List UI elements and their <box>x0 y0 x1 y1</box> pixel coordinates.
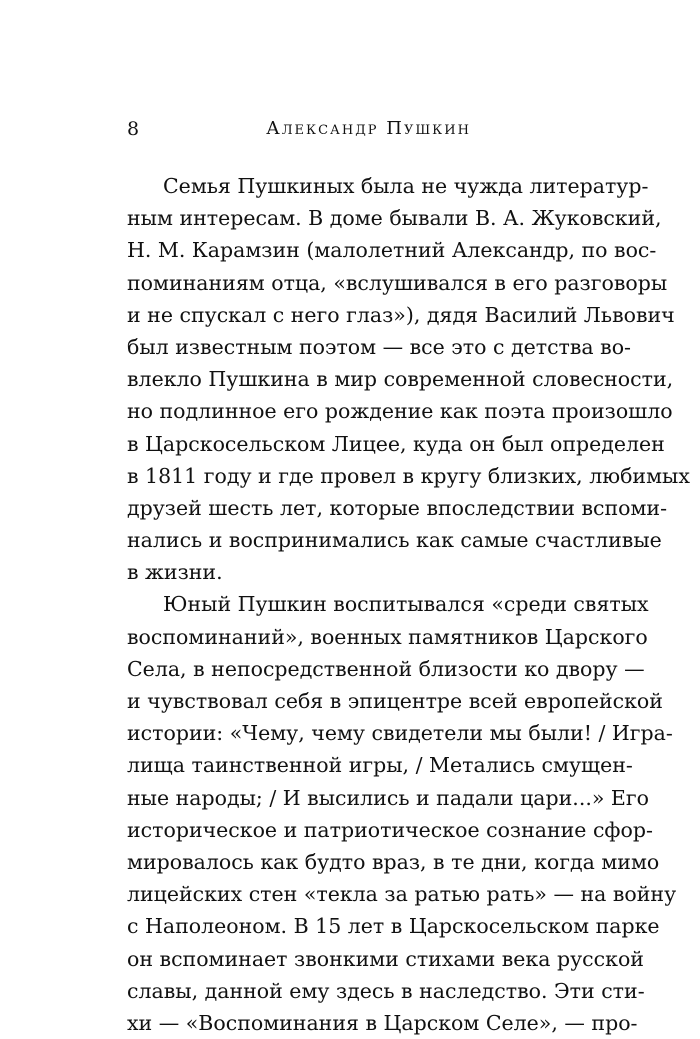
text-line: и чувствовал себя в эпицентре всей европейской <box>127 689 663 713</box>
text-line: ные народы; / И высились и падали цари...» Его <box>127 785 649 810</box>
text-line: нались и воспринимались как самые счастливые <box>127 528 662 553</box>
text-line: влекло Пушкина в мир современной словесности, <box>127 367 674 392</box>
text-line: но подлинное его рождение как поэта произошло <box>127 399 673 424</box>
text-line: лицейских стен «текла за ратью рать» — на войну <box>127 882 677 907</box>
text-line: Н. М. Карамзин (малолетний Александр, по вос- <box>127 238 657 263</box>
text-line: друзей шесть лет, которые впоследствии вспоми- <box>127 495 668 520</box>
text-line: хи — «Воспоминания в Царском Селе», — про- <box>127 1010 638 1035</box>
text-line: в 1811 году и где провел в кругу близких, любимых <box>127 463 690 488</box>
text-line: истории: «Чему, чему свидетели мы были! / Игра- <box>127 721 673 746</box>
text-line: Села, в непосредственной близости ко двору — <box>127 656 645 681</box>
text-line: мировалось как будто враз, в те дни, когда мимо <box>127 849 660 874</box>
running-head <box>127 114 610 144</box>
text-line: славы, данной ему здесь в наследство. Эти сти- <box>127 978 645 1003</box>
body-text <box>127 170 690 1039</box>
text-line: был известным поэтом — все это с детства во- <box>127 334 631 359</box>
page-number: 8 <box>127 118 140 140</box>
text-line: он вспоминает звонкими стихами века русской <box>127 946 644 971</box>
text-line: Семья Пушкиных была не чужда литератур- <box>163 174 649 198</box>
text-line: воспоминаний», военных памятников Царского <box>127 624 648 649</box>
text-line: Юный Пушкин воспитывался «среди святых <box>163 592 649 617</box>
text-line: в Царскосельском Лицее, куда он был определен <box>127 431 665 456</box>
text-line: ным интересам. В доме бывали В. А. Жуковский, <box>127 206 662 231</box>
text-line: в жизни. <box>127 560 223 585</box>
text-line: с Наполеоном. В 15 лет в Царскосельском парке <box>127 914 660 939</box>
book-title: Александр Пушкин <box>266 118 471 139</box>
text-line: и не спускал с него глаз»), дядя Василий Львович <box>127 302 675 327</box>
text-line: историческое и патриотическое сознание сфор- <box>127 817 653 842</box>
text-line: поминаниям отца, «вслушивался в его разговоры <box>127 270 668 295</box>
text-line: лища таинственной игры, / Метались смущен- <box>127 753 633 778</box>
